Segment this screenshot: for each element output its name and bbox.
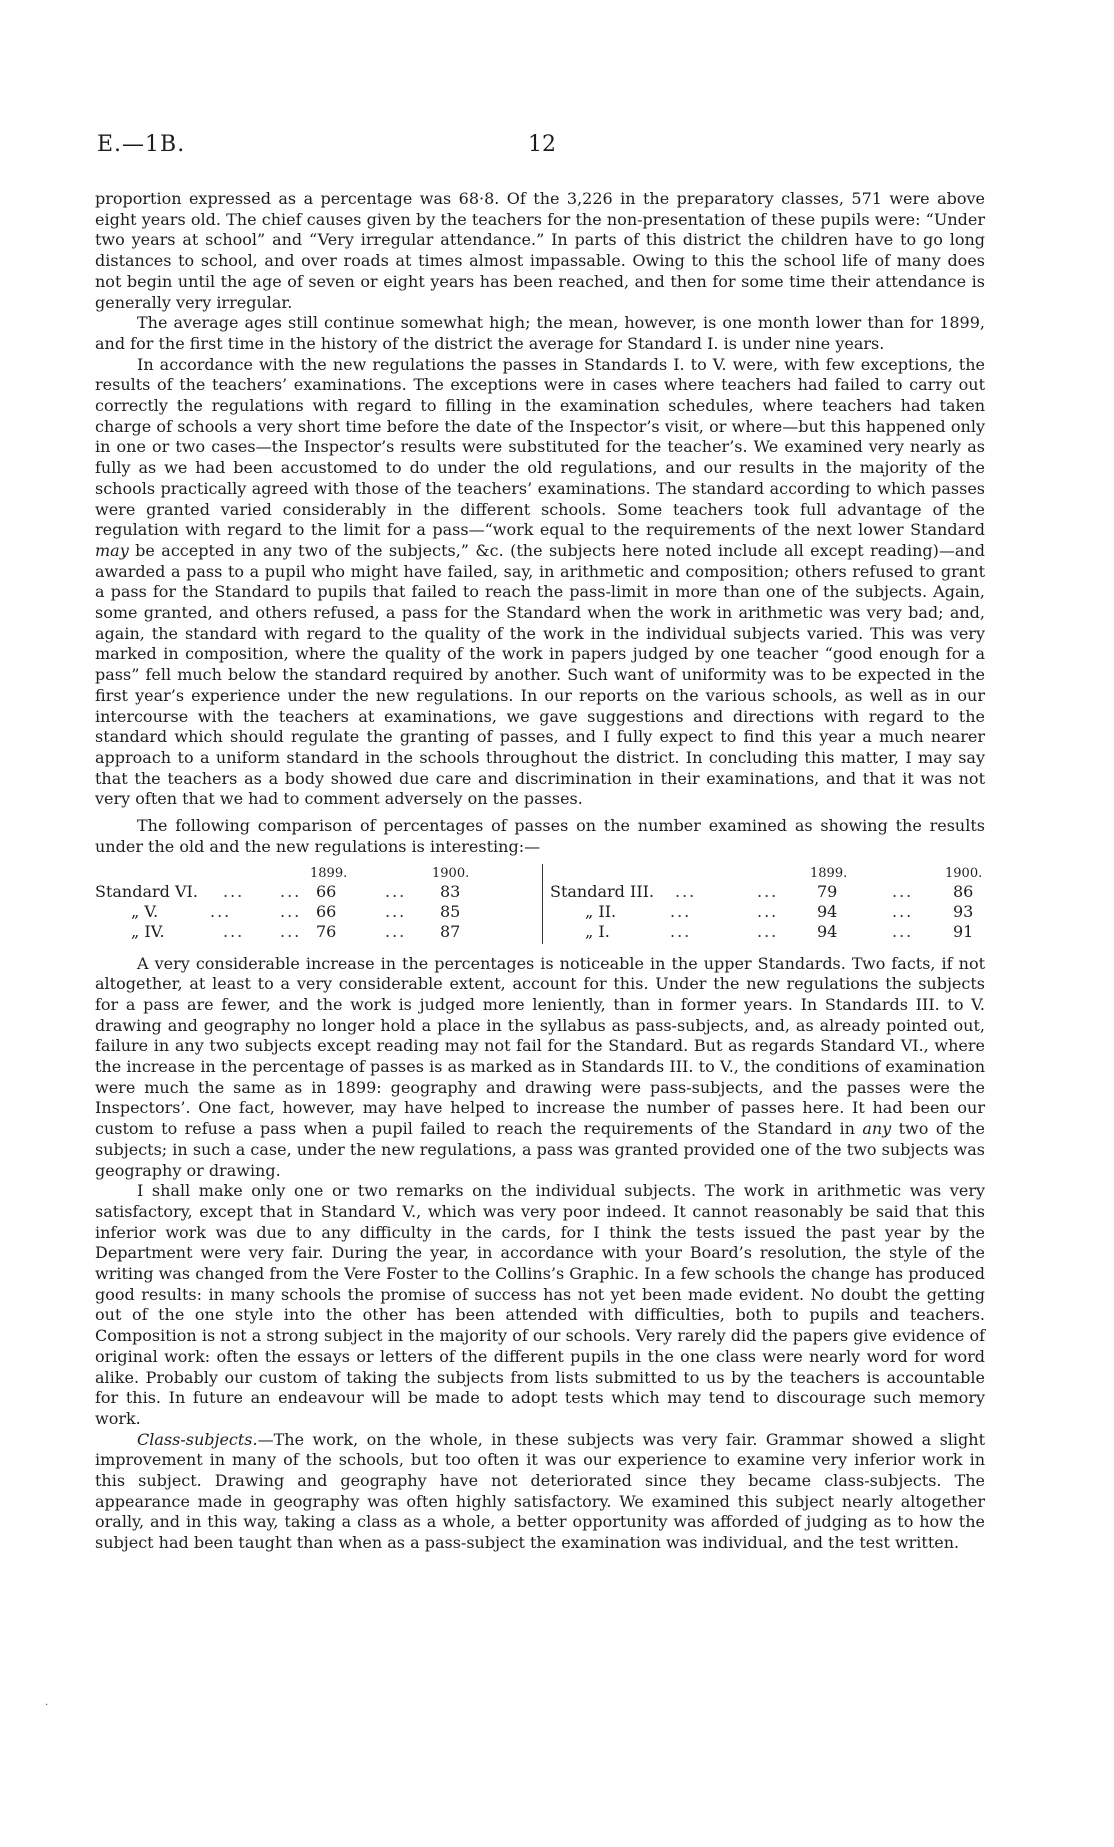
- paragraph-class-subjects: [95, 1430, 985, 1554]
- value-1900: 86: [953, 881, 974, 901]
- leader-dots: ...: [280, 881, 302, 901]
- class-subjects-heading: Class-subjects.: [137, 1429, 258, 1449]
- right-year-1900-header: 1900.: [945, 865, 983, 881]
- value-1899: 94: [817, 901, 838, 921]
- leader-dots: ...: [223, 921, 245, 941]
- leader-dots: ...: [223, 881, 245, 901]
- row-label: „ I.: [585, 921, 610, 941]
- leader-dots: ...: [385, 921, 407, 941]
- leader-dots: ...: [757, 881, 779, 901]
- regs-text-2: be accepted in any two of the subjects,” &c. (the subjects here noted include all except reading)—and awarded a pass to a pupil who might have failed, say, in arithmetic and composition; others refused to grant a pass for the Standard to pupils that failed to reach the pass-limit in more than one of the subjects. Again, some granted, and others refused, a pass for the Standard when the work in arithmetic was very bad; and, again, the standard with regard to the quality of the work in the individual subjects varied. This was very marked in composition, where the quality of the work in papers judged by one teacher “good enough for a pass” fell much below the standard required by another. Such want of uniformity was to be expected in the first year’s experience under the new regulations. In our reports on the various schools, as well as in our intercourse with the teachers at examinations, we gave suggestions and directions with regard to the standard which should regulate the granting of passes, and I fully expect to find this year a much nearer approach to a uniform standard in the schools throughout the district. In concluding this matter, I may say that the teachers as a body showed due care and discrimination in their examinations, and that it was not very often that we had to comment adversely on the passes.: [95, 540, 985, 809]
- left-year-1899-header: 1899.: [310, 865, 348, 881]
- value-1900: 91: [953, 921, 974, 941]
- row-label: Standard III.: [550, 881, 655, 901]
- value-1900: 87: [440, 921, 461, 941]
- paragraph-comparison-intro: The following comparison of percentages of passes on the number examined as showing the results under the old and the new regulations is interesting:—: [95, 816, 985, 856]
- row-label: „ V.: [131, 901, 159, 921]
- leader-dots: ...: [892, 901, 914, 921]
- leader-dots: ...: [892, 921, 914, 941]
- margin-speck: ·: [45, 1700, 49, 1711]
- paragraph-average-ages: The average ages still continue somewhat high; the mean, however, is one month lower than for 1899, and for the first time in the history of the district the average for Standard I. is under nine years.: [95, 313, 985, 353]
- report-reference: E.—1B.: [97, 132, 186, 157]
- table-column-divider: [542, 864, 543, 944]
- leader-dots: ...: [280, 901, 302, 921]
- leader-dots: ...: [757, 901, 779, 921]
- value-1900: 93: [953, 901, 974, 921]
- leader-dots: ...: [892, 881, 914, 901]
- leader-dots: ...: [280, 921, 302, 941]
- value-1899: 66: [316, 881, 337, 901]
- leader-dots: ...: [670, 921, 692, 941]
- value-1899: 76: [316, 921, 337, 941]
- left-year-1900-header: 1900.: [432, 865, 470, 881]
- row-label: Standard VI.: [95, 881, 198, 901]
- increase-text-2: two of the subjects; in such a case, under the new regulations, a pass was granted provided one of the two subjects was geography or drawing.: [95, 1119, 986, 1180]
- paragraph-preparatory: proportion expressed as a percentage was 68·8. Of the 3,226 in the preparatory classes, 571 were above eight years old. The chief causes given by the teachers for the non-presentation of these pupils were: “Under two years at school” and “Very irregular attendance.” In parts of this district the children have to go long distances to school, and over roads at times almost impassable. Owing to this the school life of many does not begin until the age of seven or eight years has been reached, and then for some time their attendance is generally very irregular.: [95, 189, 985, 312]
- row-label: „ II.: [585, 901, 617, 921]
- leader-dots: ...: [757, 921, 779, 941]
- pass-comparison-table: [95, 862, 985, 946]
- value-1900: 85: [440, 901, 461, 921]
- paragraph-new-regulations: [95, 355, 985, 810]
- value-1899: 94: [817, 921, 838, 941]
- class-subjects-text: —The work, on the whole, in these subjects was very fair. Grammar showed a slight improvement in many of the schools, but too often it was our experience to examine very inferior work in this subject. Drawing and geography have not deteriorated since they became class-subjects. The appearance made in geography was often highly satisfactory. We examined this subject nearly altogether orally, and in this way, taking a class as a whole, a better opportunity was afforded of judging as to how the subject had been taught than when as a pass-subject the examination was individual, and the test written.: [95, 1429, 985, 1553]
- regs-italic-word: may: [95, 540, 129, 560]
- report-body: [95, 189, 985, 1554]
- leader-dots: ...: [675, 881, 697, 901]
- leader-dots: ...: [210, 901, 232, 921]
- page-number: 12: [528, 132, 556, 157]
- increase-text-1: A very considerable increase in the percentages is noticeable in the upper Standards. Two facts, if not altogether, at least to a very considerable extent, account for this. Under the new regulations the subjects for a pass are fewer, and the work is judged more leniently, than in former years. In Standards III. to V. drawing and geography no longer hold a place in the syllabus as pass-subjects, and, as already pointed out, failure in any two subjects except reading may not fail for the Standard. But as regards Standard VI., where the increase in the percentage of passes is as marked as in Standards III. to V., the conditions of examination were much the same as in 1899: geography and drawing were pass-subjects, and the passes were the Inspectors’. One fact, however, may have helped to increase the number of passes here. It had been our custom to refuse a pass when a pupil failed to reach the requirements of the Standard in: [95, 953, 985, 1139]
- increase-italic-word: any: [862, 1119, 892, 1139]
- paragraph-individual-subjects: I shall make only one or two remarks on the individual subjects. The work in arithmetic was very satisfactory, except that in Standard V., which was very poor indeed. It cannot reasonably be said that this inferior work was due to any difficulty in the cards, for I think the tests issued the past year by the Department were very fair. During the year, in accordance with your Board’s resolution, the style of the writing was changed from the Vere Foster to the Collins’s Graphic. In a few schools the change has produced good results: in many schools the promise of success has not yet been made evident. No doubt the getting out of the one style into the other has been attended with difficulties, both to pupils and teachers. Composition is not a strong subject in the majority of our schools. Very rarely did the papers give evidence of original work: often the essays or letters of the different pupils in the one class were nearly word for word alike. Probably our custom of taking the subjects from lists submitted to us by the teachers is accountable for this. In future an endeavour will be made to adopt tests which may tend to discourage such memory work.: [95, 1181, 985, 1428]
- leader-dots: ...: [385, 881, 407, 901]
- leader-dots: ...: [670, 901, 692, 921]
- right-year-1899-header: 1899.: [810, 865, 848, 881]
- value-1899: 66: [316, 901, 337, 921]
- paragraph-increase: [95, 954, 985, 1182]
- value-1900: 83: [440, 881, 461, 901]
- value-1899: 79: [817, 881, 838, 901]
- row-label: „ IV.: [131, 921, 165, 941]
- regs-text-1: In accordance with the new regulations the passes in Standards I. to V. were, with few exceptions, the results of the teachers’ examinations. The exceptions were in cases where teachers had failed to carry out correctly the regulations with regard to filling in the examination schedules, where teachers had taken charge of schools a very short time before the date of the Inspector’s visit, or where—but this happened only in one or two cases—the Inspector’s results were substituted for the teacher’s. We examined very nearly as fully as we had been accustomed to do under the old regulations, and our results in the majority of the schools practically agreed with those of the teachers’ examinations. The standard according to which passes were granted varied considerably in the different schools. Some teachers took full advantage of the regulation with regard to the limit for a pass—“work equal to the requirements of the next lower Standard: [95, 354, 985, 540]
- leader-dots: ...: [385, 901, 407, 921]
